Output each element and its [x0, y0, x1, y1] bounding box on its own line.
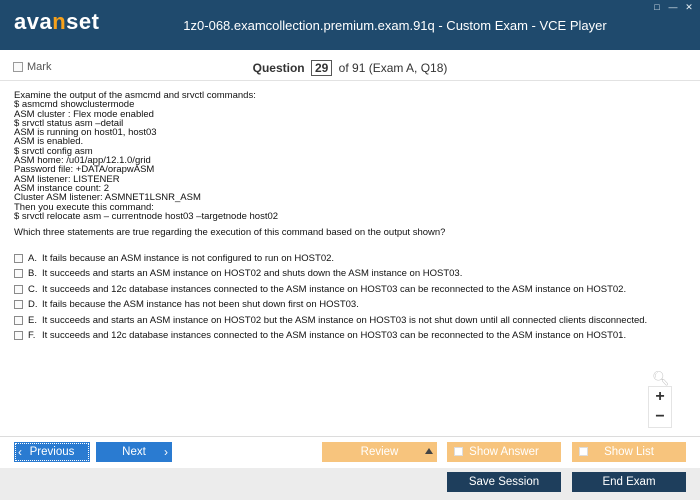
question-body — [14, 91, 686, 343]
next-button[interactable]: Next › — [96, 442, 172, 462]
question-word: Question — [252, 61, 305, 75]
window-controls — [652, 2, 694, 12]
exhibit-line: ASM home: /u01/app/12.1.0/grid — [14, 155, 151, 167]
answer-checkbox[interactable] — [14, 254, 23, 263]
option-letter: C. — [28, 283, 38, 295]
title-bar — [0, 0, 700, 50]
chevron-left-icon: ‹ — [18, 445, 22, 459]
exhibit-line: ASM instance count: 2 — [14, 182, 110, 194]
search-icon[interactable]: 🔍︎ — [652, 370, 670, 386]
exhibit-line: $ srvctl config asm — [14, 145, 93, 157]
exhibit-line: ASM is running on host01, host03 — [14, 127, 157, 139]
maximize-icon[interactable]: □ — [654, 2, 660, 12]
exhibit-line: Password file: +DATA/orapwASM — [14, 164, 155, 176]
answer-checkbox[interactable] — [14, 331, 23, 340]
option-text: It fails because the ASM instance has not been shut down first on HOST03. — [42, 299, 359, 311]
option-letter: A. — [28, 252, 37, 264]
answer-checkbox[interactable] — [14, 269, 23, 278]
window-title: 1z0-068.examcollection.premium.exam.91q - Custom Exam - VCE Player — [183, 18, 607, 33]
answer-options — [14, 250, 686, 343]
answer-option[interactable] — [14, 328, 686, 344]
show-list-button[interactable]: Show List — [572, 442, 686, 462]
exhibit-line: ASM is enabled. — [14, 136, 84, 148]
review-button[interactable]: Review — [322, 442, 437, 462]
option-text: It succeeds and 12c database instances connected to the ASM instance on HOST03 can be reconnected to the ASM instance on HOST02. — [42, 283, 627, 295]
answer-option[interactable] — [14, 250, 686, 266]
answer-option[interactable] — [14, 312, 686, 328]
chevron-right-icon: › — [164, 445, 168, 459]
exhibit-line: $ srvctl relocate asm – currentnode host03 –targetnode host02 — [14, 210, 279, 222]
exhibit-line: Examine the output of the asmcmd and srvctl commands: — [14, 90, 256, 101]
exhibit-line: Then you execute this command: — [14, 201, 154, 213]
mark-label: Mark — [27, 61, 52, 73]
question-prompt: Which three statements are true regarding the execution of this command based on the output shown? — [14, 227, 446, 239]
question-counter — [0, 60, 700, 76]
option-text: It succeeds and starts an ASM instance on HOST02 and shuts down the ASM instance on HOST03. — [42, 268, 463, 280]
option-text: It succeeds and starts an ASM instance on HOST02 but the ASM instance on HOST03 is not shut down until all connected clients disconnected. — [42, 314, 648, 326]
answer-checkbox[interactable] — [14, 300, 23, 309]
end-exam-button[interactable]: End Exam — [572, 472, 686, 492]
exhibit-line: $ srvctl status asm –detail — [14, 117, 124, 129]
exhibit-line: $ asmcmd showclustermode — [14, 99, 135, 111]
show-list-checkbox[interactable] — [579, 447, 588, 456]
answer-option[interactable] — [14, 281, 686, 297]
exhibit-line: ASM listener: LISTENER — [14, 173, 120, 185]
question-header — [0, 55, 700, 81]
exhibit-line: Cluster ASM listener: ASMNET1LSNR_ASM — [14, 192, 201, 204]
option-letter: B. — [28, 268, 37, 280]
close-icon[interactable]: ✕ — [685, 2, 693, 12]
option-text: It fails because an ASM instance is not configured to run on HOST02. — [42, 252, 335, 264]
save-session-button[interactable]: Save Session — [447, 472, 561, 492]
zoom-in-button[interactable]: + — [655, 388, 665, 405]
zoom-controls — [648, 386, 672, 428]
app-logo: avanset — [14, 9, 100, 34]
question-number-input[interactable]: 29 — [311, 60, 332, 76]
answer-checkbox[interactable] — [14, 285, 23, 294]
minimize-icon[interactable]: — — [668, 2, 678, 12]
show-answer-button[interactable]: Show Answer — [447, 442, 561, 462]
previous-button[interactable]: ‹ Previous — [14, 442, 90, 462]
exhibit-line: ASM cluster : Flex mode enabled — [14, 108, 154, 120]
option-letter: E. — [28, 314, 37, 326]
answer-checkbox[interactable] — [14, 316, 23, 325]
answer-option[interactable] — [14, 266, 686, 282]
option-text: It succeeds and 12c database instances connected to the ASM instance on HOST03 can be reconnected to the ASM instance on HOST01. — [42, 330, 627, 342]
question-total: of 91 (Exam A, Q18) — [338, 61, 448, 75]
triangle-up-icon — [425, 448, 433, 454]
option-letter: D. — [28, 299, 38, 311]
question-exhibit — [14, 91, 686, 221]
show-answer-checkbox[interactable] — [454, 447, 463, 456]
answer-option[interactable] — [14, 297, 686, 313]
zoom-out-button[interactable]: − — [655, 408, 665, 425]
option-letter: F. — [28, 330, 36, 342]
